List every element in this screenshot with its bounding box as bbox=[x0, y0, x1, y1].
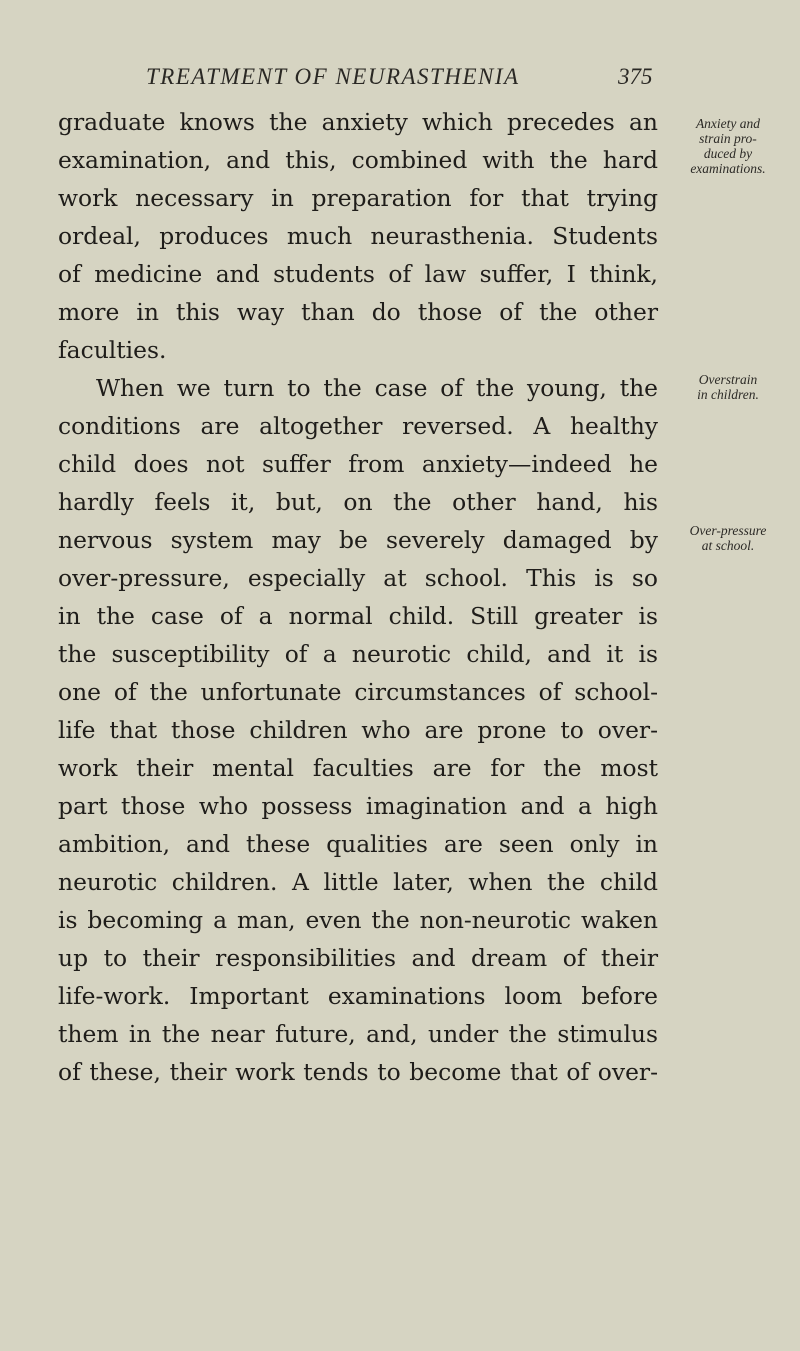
text-line: up to their responsibilities and dream of their bbox=[58, 944, 658, 972]
margin-note-line: in children. bbox=[697, 387, 759, 402]
text-line: one of the unfortunate circumstances of school- bbox=[58, 678, 658, 706]
text-line: ordeal, produces much neurasthenia. Students bbox=[58, 222, 658, 250]
text-line: more in this way than do those of the other bbox=[58, 298, 658, 326]
margin-note-anxiety bbox=[663, 116, 793, 176]
text-line: is becoming a man, even the non-neurotic waken bbox=[58, 906, 658, 934]
text-line: work their mental faculties are for the most bbox=[58, 754, 658, 782]
text-line: of these, their work tends to become that of over- bbox=[58, 1058, 658, 1086]
margin-note-line: Anxiety and bbox=[695, 116, 761, 131]
text-line: faculties. bbox=[58, 336, 167, 364]
text-line: the susceptibility of a neurotic child, and it is bbox=[58, 640, 658, 668]
margin-note-over-pressure bbox=[663, 523, 793, 553]
running-title: TREATMENT OF NEURASTHENIA bbox=[146, 64, 520, 89]
text-line: conditions are altogether reversed. A healthy bbox=[58, 412, 658, 440]
text-line: over-pressure, especially at school. This is so bbox=[58, 564, 658, 592]
margin-note-line: Over-pressure bbox=[689, 523, 767, 538]
margin-note-line: at school. bbox=[701, 538, 755, 553]
page-number: 375 bbox=[618, 64, 653, 89]
text-line: child does not suffer from anxiety—indeed he bbox=[58, 450, 658, 478]
running-head bbox=[0, 64, 800, 94]
margin-note-line: strain pro- bbox=[699, 131, 757, 146]
margin-note-overstrain bbox=[663, 372, 793, 402]
text-line: them in the near future, and, under the stimulus bbox=[58, 1020, 658, 1048]
text-line: ambition, and these qualities are seen only in bbox=[58, 830, 658, 858]
text-line: in the case of a normal child. Still greater is bbox=[58, 602, 658, 630]
margin-note-line: duced by bbox=[703, 146, 753, 161]
text-line: life-work. Important examinations loom before bbox=[58, 982, 658, 1010]
text-line: of medicine and students of law suffer, I think, bbox=[58, 260, 658, 288]
text-line: When we turn to the case of the young, the bbox=[96, 374, 658, 402]
text-line: examination, and this, combined with the hard bbox=[58, 146, 658, 174]
margin-note-line: examinations. bbox=[690, 161, 766, 176]
text-line: nervous system may be severely damaged by bbox=[58, 526, 658, 554]
text-line: work necessary in preparation for that trying bbox=[58, 184, 658, 212]
margin-note-line: Overstrain bbox=[698, 372, 758, 387]
text-line: hardly feels it, but, on the other hand, his bbox=[58, 488, 658, 516]
text-line: life that those children who are prone to over- bbox=[58, 716, 658, 744]
text-line: graduate knows the anxiety which precedes an bbox=[58, 108, 658, 136]
body-text bbox=[58, 103, 658, 1091]
text-line: neurotic children. A little later, when the child bbox=[58, 868, 658, 896]
text-line: part those who possess imagination and a high bbox=[58, 792, 658, 820]
